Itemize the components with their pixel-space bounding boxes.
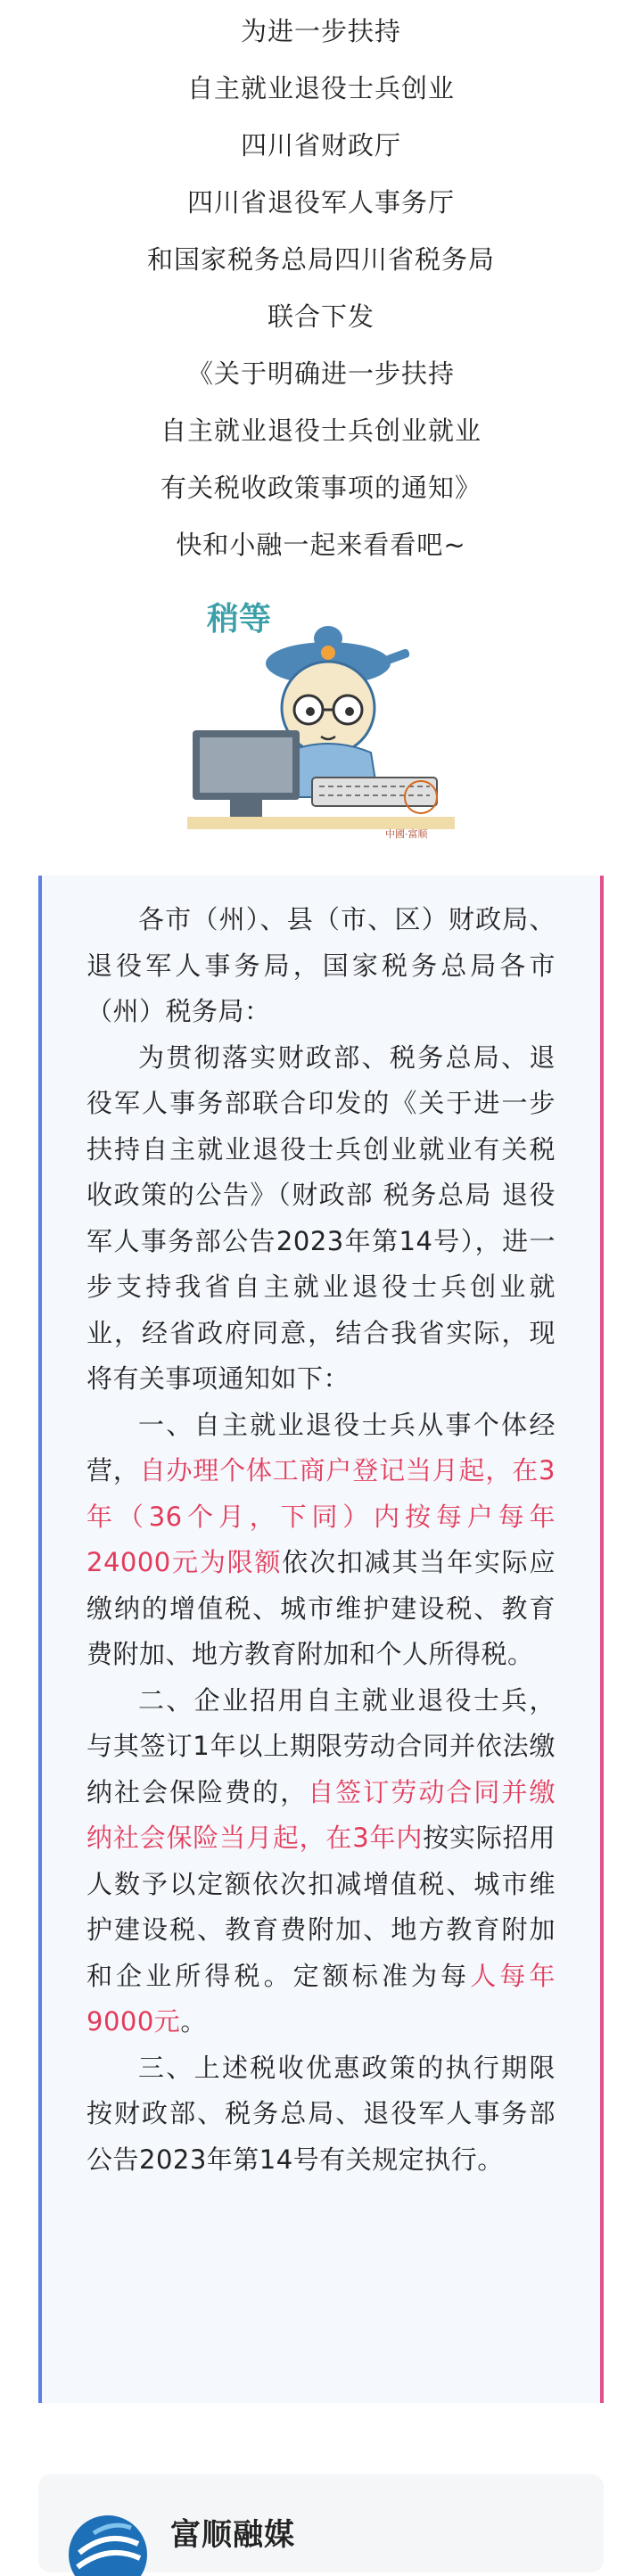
- paragraph-4: 三、上述税收优惠政策的执行期限按财政部、税务总局、退役军人事务部公告2023年第14号有关规定执行。: [86, 2052, 556, 2175]
- intro-line: 和国家税务总局四川省税务局: [146, 244, 495, 275]
- highlight-text: 自办理个体工商户登记当月起，在3年（36个月，下同）内按每户每年24000元为限额: [86, 1455, 556, 1577]
- mascot-section: [0, 583, 642, 851]
- intro-line: 自主就业退役士兵创业就业: [160, 416, 482, 446]
- intro-line: 有关税收政策事项的通知》: [160, 473, 482, 503]
- mascot-caption: 稍等: [207, 601, 272, 638]
- account-name: 富顺融媒: [170, 2517, 295, 2553]
- mascot-illustration: [187, 583, 455, 842]
- salutation: 各市（州）、县（市、区）财政局、退役军人事务局，国家税务总局各市（州）税务局：: [86, 904, 556, 1026]
- notice-panel: [38, 876, 604, 2403]
- fushun-media-logo-icon: [67, 2514, 149, 2576]
- intro-line: 快和小融一起来看看吧~: [176, 530, 466, 560]
- intro-line: 四川省财政厅: [240, 130, 401, 160]
- account-card[interactable]: [38, 2474, 604, 2572]
- intro-section: [0, 0, 642, 583]
- highlight-text: 人每年9000元: [86, 1960, 556, 2037]
- intro-line: 《关于明确进一步扶持: [186, 358, 455, 389]
- highlight-text: 自签订劳动合同并缴纳社会保险当月起，在3年内: [86, 1776, 556, 1853]
- paragraph-3: 二、企业招用自主就业退役士兵，与其签订1年以上期限劳动合同并依法缴纳社会保险费的，自签订劳动合同并缴纳社会保险当月起，在3年内按实际招用人数予以定额依次扣减增值税、城市维护建设税、教育费附加、地方教育附加和企业所得税。定额标准为每人每年9000元。: [86, 1684, 556, 2037]
- paragraph-1: 为贯彻落实财政部、税务总局、退役军人事务部联合印发的《关于进一步扶持自主就业退役士兵创业就业有关税收政策的公告》（财政部 税务总局 退役军人事务部公告2023年第14号），进一步支持我省自主就业退役士兵创业就业，经省政府同意，结合我省实际，现将有关事项通知如下：: [86, 1041, 556, 1394]
- intro-line: 自主就业退役士兵创业: [186, 73, 455, 103]
- mascot-stamp: 中國·富顺: [385, 828, 428, 840]
- intro-line: 联合下发: [267, 301, 374, 332]
- intro-line: 为进一步扶持: [240, 16, 401, 46]
- notice-body: [42, 876, 600, 2183]
- paragraph-2: 一、自主就业退役士兵从事个体经营，自办理个体工商户登记当月起，在3年（36个月，下同）内按每户每年24000元为限额依次扣减其当年实际应缴纳的增值税、城市维护建设税、教育费附加、地方教育附加和个人所得税。: [86, 1409, 556, 1669]
- intro-line: 四川省退役军人事务厅: [186, 187, 455, 218]
